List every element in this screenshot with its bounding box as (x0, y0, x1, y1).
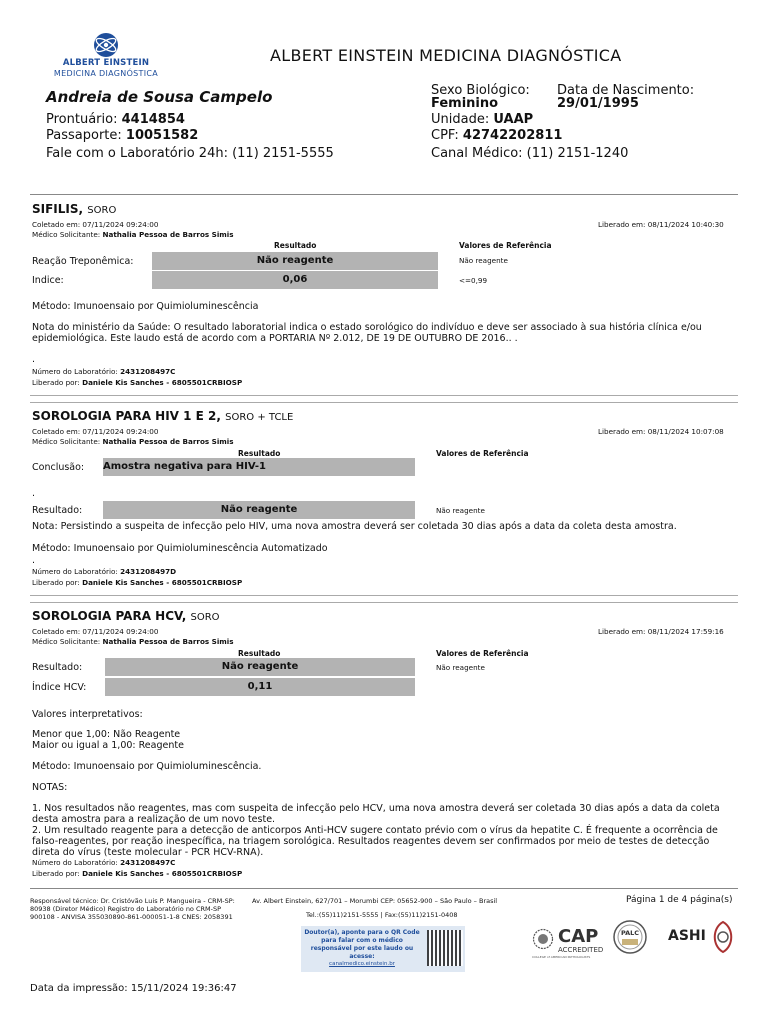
exam1-resultado-header: Resultado (274, 241, 317, 250)
exam3-interp: Valores interpretativos: (32, 709, 143, 720)
divider (30, 395, 738, 396)
exam2-medico: Médico Solicitante: Nathalia Pessoa de Barros Simis (32, 437, 234, 446)
exam2-nota: Nota: Persistindo a suspeita de infecção pelo HIV, uma nova amostra deverá ser coletada 30 dias após a data da coleta desta amostra. (32, 521, 677, 532)
lab-phone: Fale com o Laboratório 24h: (11) 2151-5555 (46, 146, 334, 161)
exam3-numero: Número do Laboratório: 2431208497C (32, 858, 176, 867)
exam2-liberado-em: Liberado em: 08/11/2024 10:07:08 (598, 427, 724, 436)
exam2-resultado-header: Resultado (238, 449, 281, 458)
exam3-nota1: 1. Nos resultados não reagentes, mas com suspeita de infecção pelo HCV, uma nova amostra deverá ser coletada 30 dias após a data da coleta desta amostra para a realização de um novo teste. (32, 803, 720, 825)
exam1-liberado-por: Liberado por: Daniele Kis Sanches - 6805501CRBIOSP (32, 378, 243, 387)
exam3-row1-value: Não reagente (105, 658, 415, 676)
ashi-emblem-icon (706, 918, 740, 956)
exam1-row2-label: Indice: (32, 275, 64, 286)
ashi-text: ASHI (668, 928, 706, 944)
sexo-value: Feminino (431, 96, 499, 111)
exam3-coletado: Coletado em: 07/11/2024 09:24:00 (32, 627, 159, 636)
exam3-notas: NOTAS: (32, 782, 68, 793)
divider (30, 194, 738, 195)
exam2-numero: Número do Laboratório: 2431208497D (32, 567, 177, 576)
exam1-numero: Número do Laboratório: 2431208497C (32, 367, 176, 376)
exam3-metodo: Método: Imunoensaio por Quimioluminescência. (32, 761, 262, 772)
exam1-coletado: Coletado em: 07/11/2024 09:24:00 (32, 220, 159, 229)
exam1-dot: . (32, 354, 36, 365)
exam1-liberado-em: Liberado em: 08/11/2024 10:40:30 (598, 220, 724, 229)
cap-college: COLLEGE of AMERICAN PATHOLOGISTS (532, 955, 591, 959)
exam2-row2-value: Não reagente (103, 501, 415, 519)
exam3-row1-label: Resultado: (32, 662, 83, 673)
exam1-row2-value: 0,06 (152, 271, 438, 289)
exam3-interp1: Menor que 1,00: Não Reagente (32, 729, 181, 740)
nasc-value: 29/01/1995 (557, 96, 639, 111)
exam1-medico: Médico Solicitante: Nathalia Pessoa de Barros Simis (32, 230, 234, 239)
nasc-label: Data de Nascimento: (557, 83, 695, 98)
logo-line1: ALBERT EINSTEIN (62, 58, 150, 68)
exam2-dot: . (32, 488, 36, 499)
canal-medico: Canal Médico: (11) 2151-1240 (431, 146, 629, 161)
cpf: CPF: 42742202811 (431, 128, 563, 143)
divider (30, 402, 738, 403)
passaporte: Passaporte: 10051582 (46, 128, 199, 143)
exam3-ref-header: Valores de Referência (436, 649, 529, 658)
exam3-medico: Médico Solicitante: Nathalia Pessoa de Barros Simis (32, 637, 234, 646)
exam1-row1-value: Não reagente (152, 252, 438, 270)
exam3-title: SOROLOGIA PARA HCV, SORO (32, 609, 220, 623)
exam2-row1-label: Conclusão: (32, 462, 85, 473)
qr-url-link[interactable]: canalmedico.einstein.br (329, 961, 395, 967)
exam2-liberado-por: Liberado por: Daniele Kis Sanches - 6805501CRBIOSP (32, 578, 243, 587)
exam1-row1-label: Reação Treponêmica: (32, 256, 134, 267)
exam2-metodo: Método: Imunoensaio por Quimioluminescência Automatizado (32, 543, 328, 554)
exam3-row2-label: Índice HCV: (32, 682, 87, 693)
exam3-interp2: Maior ou igual a 1,00: Reagente (32, 740, 184, 751)
exam2-coletado: Coletado em: 07/11/2024 09:24:00 (32, 427, 159, 436)
exam1-nota: Nota do ministério da Saúde: O resultado laboratorial indica o estado sorológico do indivíduo e deve ser associado à sua história clínica e/ou epidemiológica. Este laudo está de acordo com a PORTARIA Nº 2.012, DE 19 DE OUTUBRO DE 2016.. . (32, 322, 702, 344)
exam2-dot2: . (32, 555, 36, 566)
divider (30, 888, 738, 889)
exam2-ref-header: Valores de Referência (436, 449, 529, 458)
cap-text: CAP (558, 926, 599, 947)
footer-responsavel: Responsável técnico: Dr. Cristóvão Luis P. Mangueira - CRM-SP: 80938 (Diretor Médico) Registro do Laboratório no CRM-SP 900108 - ANVISA 355030890-861-000051-1-8 CNES: 2058391 (30, 897, 235, 921)
einstein-logo (50, 32, 162, 80)
unidade: Unidade: UAAP (431, 112, 534, 127)
footer-tel: Tel.:(55)11)2151-5555 | Fax:(55)11)2151-0408 (306, 911, 458, 919)
qr-text: Doutor(a), aponte para o QR Code para falar com o médico responsável por este laudo ou acesse: (304, 929, 420, 960)
palc-seal-icon (610, 918, 650, 956)
exam3-row2-value: 0,11 (105, 678, 415, 696)
einstein-logo-icon (92, 32, 120, 58)
exam3-nota2: 2. Um resultado reagente para a detecção de anticorpos Anti-HCV sugere contato prévio com o vírus da hepatite C. É frequente a ocorrência de falso-reagentes, por reação inespecífica, na triagem sorológica. Resultados reagentes devem ser confirmados por meio de testes de detecção direta do vírus (teste molecular - PCR HCV-RNA). (32, 825, 718, 858)
exam3-resultado-header: Resultado (238, 649, 281, 658)
data-impressao: Data da impressão: 15/11/2024 19:36:47 (30, 983, 237, 994)
exam3-row1-ref: Não reagente (436, 663, 485, 672)
exam2-row2-ref: Não reagente (436, 506, 485, 515)
palc-text: PALC (620, 929, 640, 937)
exam2-row2-label: Resultado: (32, 505, 83, 516)
patient-name: Andreia de Sousa Campelo (46, 88, 273, 106)
sexo-label: Sexo Biológico: (431, 83, 530, 98)
exam2-title: SOROLOGIA PARA HIV 1 E 2, SORO + TCLE (32, 409, 294, 423)
logo-line2: MEDICINA DIAGNÓSTICA (53, 69, 159, 78)
qr-panel (301, 926, 465, 972)
exam1-title: SIFILIS, SORO (32, 202, 117, 216)
exam3-liberado-por: Liberado por: Daniele Kis Sanches - 6805501CRBIOSP (32, 869, 243, 878)
exam3-liberado-em: Liberado em: 08/11/2024 17:59:16 (598, 627, 724, 636)
footer-endereco: Av. Albert Einstein, 627/701 – Morumbi CEP: 05652-900 – São Paulo – Brasil (252, 897, 498, 905)
qr-code-icon (427, 930, 463, 966)
cap-seal-icon (532, 928, 554, 950)
exam1-row2-ref: <=0,99 (459, 276, 488, 285)
palc-logo (610, 918, 650, 956)
exam1-metodo: Método: Imunoensaio por Quimioluminescência (32, 301, 259, 312)
prontuario: Prontuário: 4414854 (46, 112, 185, 127)
lab-title: ALBERT EINSTEIN MEDICINA DIAGNÓSTICA (270, 46, 622, 65)
ashi-logo (668, 918, 740, 958)
exam1-row1-ref: Não reagente (459, 256, 508, 265)
exam1-ref-header: Valores de Referência (459, 241, 552, 250)
cap-logo (532, 926, 602, 960)
divider (30, 595, 738, 596)
footer-pagina: Página 1 de 4 página(s) (626, 895, 733, 905)
divider (30, 602, 738, 603)
exam2-row1-value: Amostra negativa para HIV-1 (103, 458, 415, 476)
cap-accredited: ACCREDITED (558, 946, 604, 954)
